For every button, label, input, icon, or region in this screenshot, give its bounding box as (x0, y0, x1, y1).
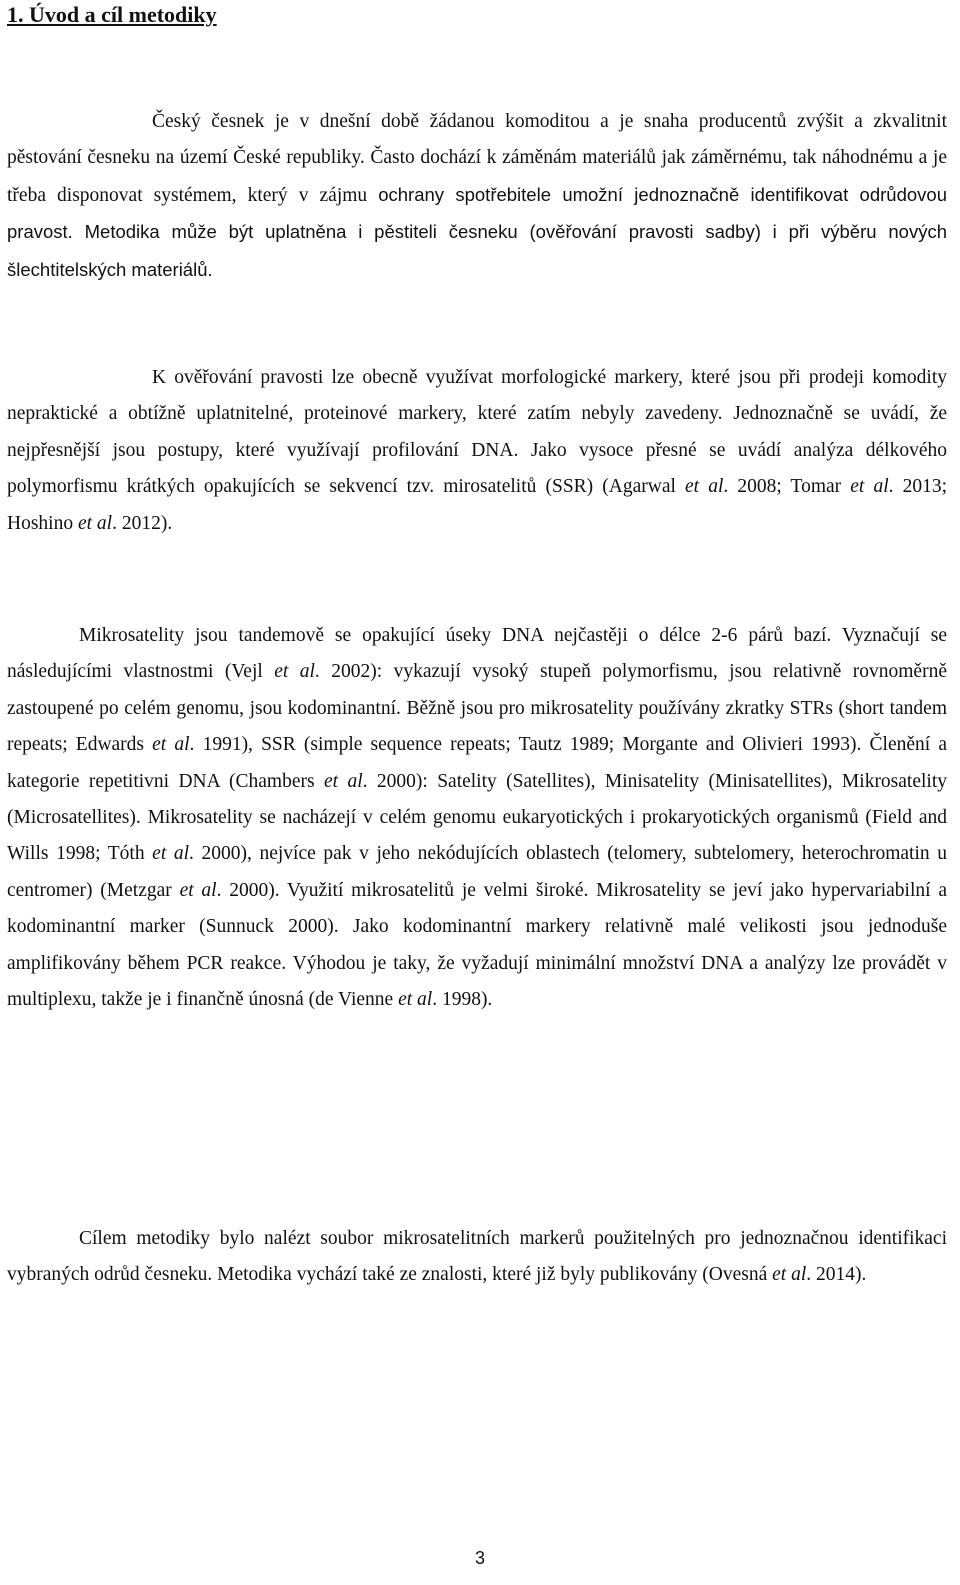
intro-text-1: Český česnek je v dnešní době žádanou komoditou a je snaha producentů zvýšit a zkvalitnit pěstování česneku na území České republiky. Často dochází k záměnám materiálů jak záměrnému, tak náhodnému a je třeba disponovat systémem, který v zájmu (7, 111, 947, 206)
et-al: et al (685, 476, 724, 498)
goal-text-a: Cílem metodiky bylo nalézt soubor mikrosatelitních markerů použitelných pro jednoznačnou identifikaci vybraných odrůd česneku. Metodika vychází také ze znalosti, které již byly publikovány (Ovesná (7, 1228, 947, 1286)
intro-text-3: Metodika může být uplatněna i pěstiteli česneku (ověřování pravosti sadby) i při výběru nových šlechtitelských materiálů. (7, 221, 947, 280)
micro-text-g: . 1998). (432, 989, 493, 1011)
et-al: et al (274, 661, 315, 683)
micro-text-b: . 2002): vykazují vysoký stupeň polymorfismu, jsou relativně rovnoměrně zastoupené po celém genomu, jsou kodominantní. Běžně jsou pro mikrosatelity používány zkratky STRs (short tandem repeats; Edwards (7, 661, 947, 756)
paragraph-goal (7, 1221, 947, 1294)
intro-text-2: ochrany spotřebitele umožní jednoznačně identifikovat odrůdovou pravost. (7, 183, 947, 243)
paragraph-intro (7, 104, 947, 289)
markers-text-a: K ověřování pravosti lze obecně využívat morfologické markery, které jsou při prodeji komodity nepraktické a obtížně uplatnitelné, proteinové markery, které zatím nebyly zavedeny. Jednoznačně se uvádí, že nejpřesnější jsou postupy, které využívají profilování DNA. Jako vysoce přesné se uvádí analýza délkového polymorfismu krátkých opakujících se sekvencí tzv. mirosatelitů (SSR) (Agarwal (7, 367, 947, 498)
micro-text-f: . 2000). Využití mikrosatelitů je velmi široké. Mikrosatelity se jeví jako hypervariabilní a kodominantní marker (Sunnuck 2000). Jako kodominantní markery relativně malé velikosti jsou jednoduše amplifikovány během PCR reakce. Výhodou je taky, že vyžadují minimální množství DNA a analýzy lze provádět v multiplexu, takže je i finančně únosná (de Vienne (7, 879, 947, 1011)
section-heading: 1. Úvod a cíl metodiky (7, 2, 217, 27)
micro-text-e: . 2000), nejvíce pak v jeho nekódujících oblastech (telomery, subtelomery, heterochromatin u centromer) (Metzgar (7, 843, 947, 901)
micro-text-a: Mikrosatelity jsou tandemově se opakující úseky DNA nejčastěji o délce 2-6 párů bazí. Vyznačují se následujícími vlastnostmi (Vejl (7, 625, 947, 683)
markers-text-d: . 2012). (112, 512, 173, 534)
et-al: et al (323, 770, 363, 792)
paragraph-microsatellites (7, 618, 947, 1018)
et-al: et al (850, 476, 889, 498)
et-al: et al (398, 989, 433, 1011)
et-al: et al (77, 512, 113, 534)
page-number: 3 (474, 1548, 485, 1568)
paragraph-markers (7, 360, 947, 542)
micro-text-c: . 1991), SSR (simple sequence repeats; Tautz 1989; Morgante and Olivieri 1993). Členění a kategorie repetitivni DNA (Chambers (7, 734, 947, 792)
et-al: et al (152, 843, 190, 865)
micro-text-d: . 2000): Satelity (Satellites), Minisatelity (Minisatellites), Mikrosatelity (Microsatellites). Mikrosatelity se nacházejí v celém genomu eukaryotických i prokaryotických organismů (Field and Wills 1998; Tóth (7, 770, 948, 865)
goal-text-b: . 2014). (806, 1264, 867, 1286)
et-al: et al (152, 734, 190, 756)
markers-text-b: . 2008; Tomar (723, 476, 851, 498)
markers-text-c: . 2013; Hoshino (7, 476, 948, 534)
et-al: et al (179, 879, 217, 901)
et-al: et al (772, 1264, 807, 1286)
